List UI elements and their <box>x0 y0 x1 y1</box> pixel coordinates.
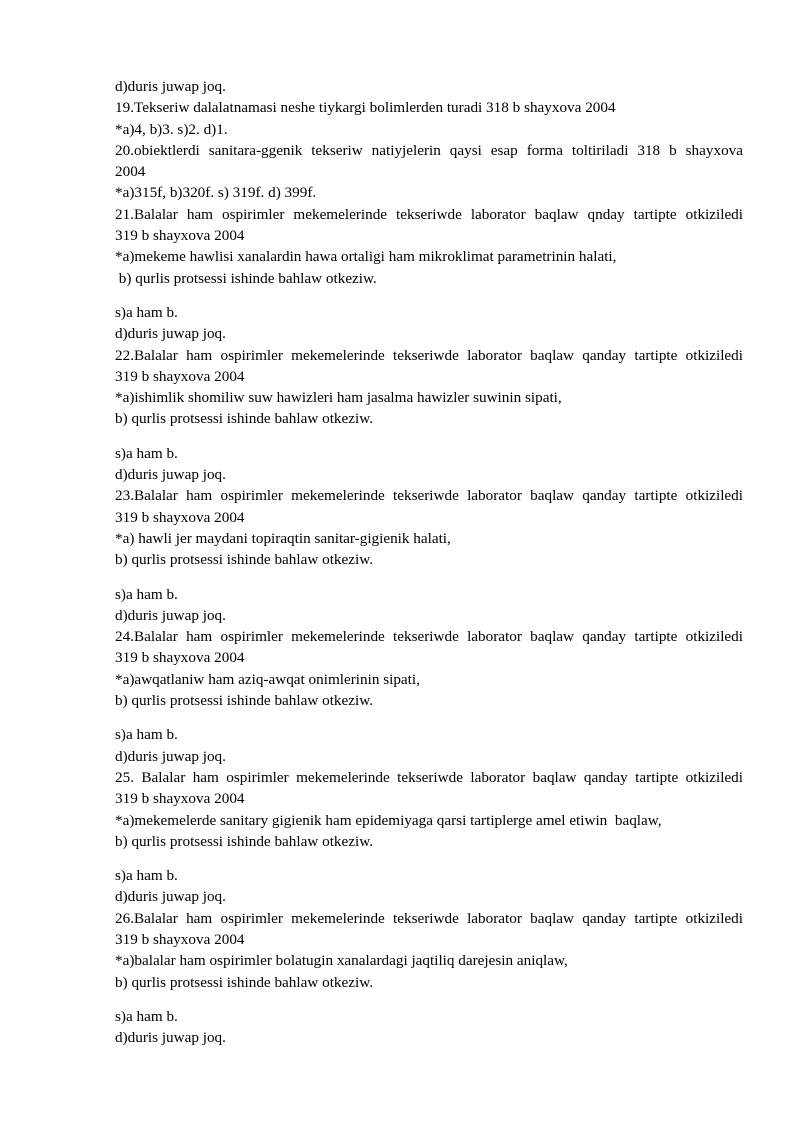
question-26-answer-d: d)duris juwap joq. <box>115 1029 226 1047</box>
question-25-text: 25. Balalar ham ospirimler mekemelerinde tekseriwde laborator baqlaw qanday tartipte otkiziledi <box>115 768 743 786</box>
question-26-text: 26.Balalar ham ospirimler mekemelerinde tekseriwde laborator baqlaw qanday tartipte otkiziledi <box>115 909 743 927</box>
document-page <box>115 76 743 1048</box>
question-25-answer-s: s)a ham b. <box>115 867 178 885</box>
question-23-answer-d: d)duris juwap joq. <box>115 606 226 624</box>
question-22-answer-b: b) qurlis protsessi ishinde bahlaw otkeziw. <box>115 410 374 428</box>
question-26-answer-a: *a)balalar ham ospirimler bolatugin xanalardagi jaqtiliq darejesin aniqlaw, <box>115 952 568 970</box>
question-25-answer-b: b) qurlis protsessi ishinde bahlaw otkeziw. <box>115 832 374 850</box>
question-24-text: 24.Balalar ham ospirimler mekemelerinde tekseriwde laborator baqlaw qanday tartipte otkiziledi <box>115 628 743 646</box>
question-25-answer-a: *a)mekemelerde sanitary gigienik ham epidemiyaga qarsi tartiplerge amel etiwin baqlaw, <box>115 811 662 829</box>
question-20-answers: *a)315f, b)320f. s) 319f. d) 399f. <box>115 184 317 202</box>
question-19-answers: *a)4, b)3. s)2. d)1. <box>115 120 228 138</box>
question-21-text-cont: 319 b shayxova 2004 <box>115 227 245 245</box>
question-26-answer-b: b) qurlis protsessi ishinde bahlaw otkeziw. <box>115 973 374 991</box>
paragraph-gap <box>115 289 743 302</box>
question-23-text: 23.Balalar ham ospirimler mekemelerinde tekseriwde laborator baqlaw qanday tartipte otkiziledi <box>115 487 743 505</box>
question-26 <box>115 908 743 1049</box>
question-26-text-cont: 319 b shayxova 2004 <box>115 930 245 948</box>
question-21 <box>115 204 743 345</box>
question-25-text-cont: 319 b shayxova 2004 <box>115 790 245 808</box>
question-24-text-cont: 319 b shayxova 2004 <box>115 649 245 667</box>
question-19 <box>115 97 743 140</box>
question-24-answer-a: *a)awqatlaniw ham aziq-awqat onimlerinin sipati, <box>115 670 420 688</box>
question-21-answer-b: b) qurlis protsessi ishinde bahlaw otkeziw. <box>115 269 377 287</box>
question-22-answer-s: s)a ham b. <box>115 444 178 462</box>
question-22-text-cont: 319 b shayxova 2004 <box>115 367 245 385</box>
question-23-answer-a: *a) hawli jer maydani topiraqtin sanitar-gigienik halati, <box>115 529 451 547</box>
question-23-answer-b: b) qurlis protsessi ishinde bahlaw otkeziw. <box>115 551 374 569</box>
question-20-text: 20.obiektlerdi sanitara-ggenik tekseriw natiyjelerin qaysi esap forma toltiriladi 318 b shayxova <box>115 141 743 159</box>
question-22-text: 22.Balalar ham ospirimler mekemelerinde tekseriwde laborator baqlaw qanday tartipte otkiziledi <box>115 346 743 364</box>
question-21-answer-d: d)duris juwap joq. <box>115 325 226 343</box>
answer-d-previous: d)duris juwap joq. <box>115 78 226 95</box>
question-23-answer-s: s)a ham b. <box>115 585 178 603</box>
question-21-text: 21.Balalar ham ospirimler mekemelerinde tekseriwde laborator baqlaw qnday tartipte otkiziledi <box>115 205 743 223</box>
paragraph-gap <box>115 430 743 443</box>
question-21-answer-a: *a)mekeme hawlisi xanalardin hawa ortaligi ham mikroklimat parametrinin halati, <box>115 248 617 266</box>
paragraph-gap <box>115 993 743 1006</box>
question-26-answer-s: s)a ham b. <box>115 1007 178 1025</box>
question-21-answer-s: s)a ham b. <box>115 303 178 321</box>
question-25-answer-d: d)duris juwap joq. <box>115 888 226 906</box>
question-23 <box>115 485 743 626</box>
paragraph-gap <box>115 852 743 865</box>
question-24-answer-s: s)a ham b. <box>115 726 178 744</box>
question-24-answer-d: d)duris juwap joq. <box>115 747 226 765</box>
question-22-answer-a: *a)ishimlik shomiliw suw hawizleri ham jasalma hawizler suwinin sipati, <box>115 389 562 407</box>
question-24-answer-b: b) qurlis protsessi ishinde bahlaw otkeziw. <box>115 692 374 710</box>
question-20-text-cont: 2004 <box>115 163 146 181</box>
question-19-text: 19.Tekseriw dalalatnamasi neshe tiykargi bolimlerden turadi 318 b shayxova 2004 <box>115 99 616 117</box>
paragraph-gap <box>115 711 743 724</box>
question-20 <box>115 140 743 204</box>
question-24 <box>115 626 743 767</box>
question-22 <box>115 345 743 486</box>
question-25 <box>115 767 743 908</box>
paragraph-gap <box>115 571 743 584</box>
question-22-answer-d: d)duris juwap joq. <box>115 466 226 484</box>
question-23-text-cont: 319 b shayxova 2004 <box>115 508 245 526</box>
